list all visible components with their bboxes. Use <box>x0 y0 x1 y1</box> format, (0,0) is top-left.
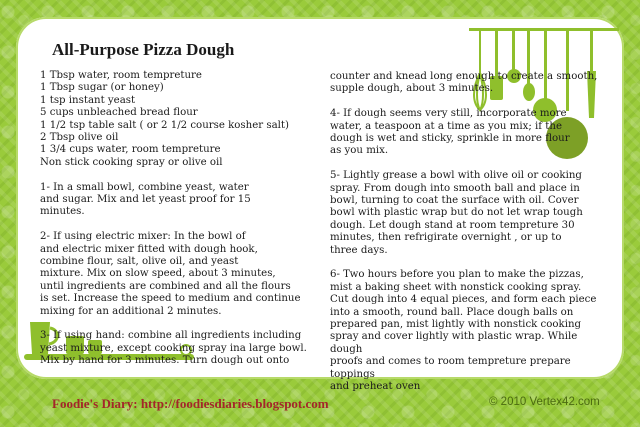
step-3: 3- If using hand: combine all ingredients including yeast mixture, except cooking spray ina large bowl. Mix by hand for 3 minutes. Turn dough out onto <box>40 330 307 367</box>
step-5: 5- Lightly grease a bowl with olive oil or cooking spray. From dough into smooth ball and place in bowl, turning to coat the surface with oil. Cover bowl with plastic wrap but do not let wrap tough dough. Let dough stand at room tempreture 30 minutes, then refrigirate overnight , or up to three days. <box>330 170 583 256</box>
step-1: 1- In a small bowl, combine yeast, water and sugar. Mix and let yeast proof for 15 minutes. <box>40 181 251 218</box>
step-6: 6- Two hours before you plan to make the pizzas, mist a baking sheet with nonstick cooking spray. Cut dough into 4 equal pieces, and form each piece into a smooth, round ball. Place dough balls on prepared pan, mist lightly with nonstick cooking spray and cover lightly with plastic wrap. While dough proofs and comes to room tempreture prepare toppings and preheat oven <box>330 269 597 393</box>
utensil-rail <box>469 28 619 31</box>
left-column <box>40 70 344 368</box>
ingredient-item: 1 1/2 tsp table salt ( or 2 1/2 course kosher salt) <box>40 119 289 131</box>
ingredient-list <box>40 70 344 169</box>
ingredient-item: 1 Tbsp water, room tempreture <box>40 70 202 81</box>
copyright-notice: © 2010 Vertex42.com <box>489 396 600 408</box>
ingredient-item: 1 tsp instant yeast <box>40 94 136 106</box>
ingredient-item: 1 3/4 cups water, room tempreture <box>40 144 221 156</box>
ingredient-item: 5 cups unbleached bread flour <box>40 107 198 119</box>
right-column <box>330 71 610 394</box>
blog-footer-link[interactable]: Foodie's Diary: http://foodiesdiaries.blogspot.com <box>52 396 329 411</box>
ingredient-item: 1 Tbsp sugar (or honey) <box>40 82 164 94</box>
step-3-continued: counter and knead long enough to create a smooth, supple dough, about 3 minutes. <box>330 71 598 95</box>
ingredient-item: 2 Tbsp olive oil <box>40 132 119 144</box>
ingredient-item: Non stick cooking spray or olive oil <box>40 156 223 168</box>
step-2: 2- If using electric mixer: In the bowl of and electric mixer fitted with dough hook, combine flour, salt, olive oil, and yeast mixture. Mix on slow speed, about 3 minutes, until ingredients are combined and all the flours is set. Increase the speed to medium and continue mixing for an additional 2 minutes. <box>40 231 301 317</box>
step-4: 4- If dough seems very still, incorporate more water, a teaspoon at a time as you mix; if the dough is wet and sticky, sprinkle in more flour as you mix. <box>330 108 570 157</box>
recipe-title: All-Purpose Pizza Dough <box>52 40 235 59</box>
